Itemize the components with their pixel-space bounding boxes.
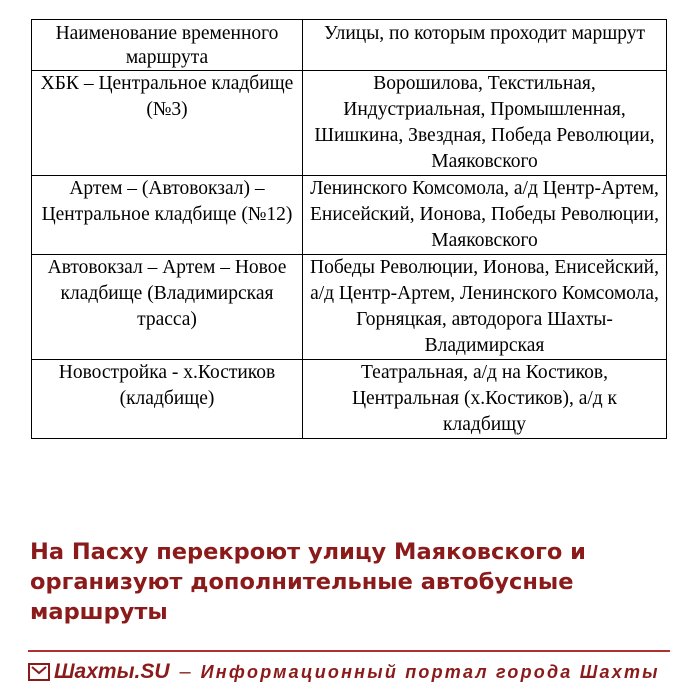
table-header-row [32,20,667,71]
mail-envelope-icon [28,663,50,681]
site-logo[interactable]: Шахты.SU [54,660,170,683]
streets-cell: Победы Революции, Ионова, Енисейский, а/д Центр-Артем, Ленинского Комсомола, Горняцкая, автодорога Шахты-Владимирская [303,255,667,360]
header-route-name: Наименование временного маршрута [32,20,303,71]
site-footer [28,650,670,692]
article-headline: На Пасху перекроют улицу Маяковского и организуют дополнительные автобусные маршруты [30,539,586,625]
header-streets: Улицы, по которым проходит маршрут [303,20,667,71]
route-name-cell: Автовокзал – Артем – Новое кладбище (Владимирская трасса) [32,255,303,360]
route-name-cell: ХБК – Центральное кладбище (№3) [32,71,303,176]
streets-cell: Ворошилова, Текстильная, Индустриальная, Промышленная, Шишкина, Звездная, Победа Революции, Маяковского [303,71,667,176]
route-name-cell: Артем – (Автовокзал) – Центральное кладбище (№12) [32,176,303,255]
route-name-cell: Новостройка - х.Костиков (кладбище) [32,360,303,439]
streets-cell: Театральная, а/д на Костиков, Центральная (х.Костиков), а/д к кладбищу [303,360,667,439]
table-row [32,255,667,360]
envelope-glyph [31,666,47,678]
table-row [32,71,667,176]
footer-tagline: Информационный портал города Шахты [200,661,660,682]
streets-cell: Ленинского Комсомола, а/д Центр-Артем, Енисейский, Ионова, Победы Революции, Маяковского [303,176,667,255]
routes-table [31,19,667,439]
table-row [32,360,667,439]
footer-separator: – [179,660,191,683]
table-row [32,176,667,255]
